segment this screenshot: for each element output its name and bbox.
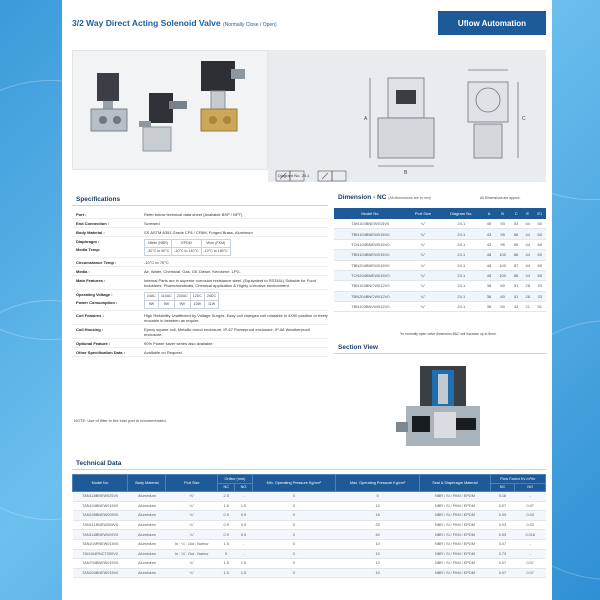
spec-row	[72, 228, 328, 237]
spec-row	[72, 339, 328, 348]
diaphragm-table: Nitrile (NBR) EPDM Viton (FKM) -30°C to 90°C -10°C to 140°C -10°C to 180°C	[144, 239, 231, 256]
table-cell: ¼"	[166, 520, 218, 530]
table-cell: 100	[495, 250, 511, 260]
table-row	[73, 501, 546, 511]
table-cell: 93	[495, 219, 511, 229]
table-cell: -	[235, 549, 253, 559]
table-cell: 43	[510, 302, 522, 312]
dimension-approx-note: All Dimensions are approx.	[480, 196, 521, 200]
col-header: NO	[515, 483, 546, 492]
table-cell: ¼"	[407, 260, 440, 270]
col-header: NC	[218, 483, 235, 492]
brand-banner: Uflow Automation	[438, 11, 546, 35]
table-cell: 0.16	[490, 492, 515, 502]
diagram-label: Diagram No. 24.1	[278, 173, 310, 178]
table-cell: TAN204BNEW015V0	[73, 568, 128, 578]
spec-row	[72, 258, 328, 267]
table-row	[334, 291, 546, 301]
table-cell: In : ¼", Out : Namur	[166, 539, 218, 549]
table-cell: TAN704BNEW015V0	[73, 559, 128, 569]
table-cell: NBR / Si / FKM / EPDM	[420, 511, 490, 521]
col-header: Diagram No.	[439, 208, 483, 219]
divider	[334, 353, 546, 354]
table-cell: NBR / Si / FKM / EPDM	[420, 520, 490, 530]
table-cell: 0	[252, 520, 335, 530]
table-cell: 60	[534, 229, 546, 239]
table-cell: TCN204BNEW015V0	[334, 270, 407, 280]
table-cell: 60	[534, 239, 546, 249]
col-header: NC	[490, 483, 515, 492]
table-cell: 38	[483, 291, 495, 301]
table-cell: TCN104BNEW015V0	[334, 239, 407, 249]
table-cell: TBN103BNVW012V0	[334, 302, 407, 312]
table-cell: 24.1	[439, 229, 483, 239]
voltage-table: 24AC 110AC 230AC 12DC 24DC 9W 9W 9W 10W 11W	[144, 292, 219, 309]
table-cell: TBN104BNEW015V0	[334, 229, 407, 239]
table-cell: TAN104BNEW015V0	[73, 501, 128, 511]
table-cell: NBR / Si / FKM / EPDM	[420, 568, 490, 578]
table-cell: Aluminium	[128, 520, 166, 530]
catalog-page	[62, 0, 552, 600]
table-cell: 0.9	[218, 520, 235, 530]
table-cell: 85	[510, 239, 522, 249]
table-cell: TAN118BNEW009V0	[73, 530, 128, 540]
page-title: 3/2 Way Direct Acting Solenoid Valve (Normally Close / Open)	[72, 18, 277, 28]
table-cell: 21	[522, 302, 534, 312]
spec-value: Screwed	[144, 220, 160, 226]
table-cell: 5	[218, 549, 235, 559]
spec-key: Coil Housing :	[76, 326, 104, 332]
spec-row-diaphragm	[72, 237, 328, 258]
table-cell: 0.03	[515, 520, 546, 530]
dimension-table	[334, 208, 546, 312]
table-cell: In : ¼", Out : Namur	[166, 549, 218, 559]
table-cell: 44	[522, 219, 534, 229]
table-cell: 51	[510, 281, 522, 291]
col-header: Min. Operating Pressure Kg/cm²	[252, 475, 335, 492]
table-row	[334, 250, 546, 260]
table-cell: TBN104BNCW012V0	[334, 281, 407, 291]
table-cell: NBR / Si / FKM / EPDM	[420, 559, 490, 569]
table-cell: ¼"	[407, 302, 440, 312]
col-header: Seal & Diaphragm Material	[420, 475, 490, 492]
product-photos	[72, 50, 268, 170]
col-header: NO	[235, 483, 253, 492]
table-cell: 83	[510, 219, 522, 229]
table-cell: 100	[495, 270, 511, 280]
spec-value: Epoxy square coil, Metallic round enclosure, IP-67 Flameproof enclosure, IP-68 Weatherproof enclosure.	[144, 326, 310, 337]
table-cell: 44	[522, 260, 534, 270]
table-cell: 5	[335, 492, 420, 502]
table-cell: NBR / Si / FKM / EPDM	[420, 539, 490, 549]
table-cell: 0.9	[235, 530, 253, 540]
table-cell: Aluminium	[128, 501, 166, 511]
spec-key: Media :	[76, 268, 90, 274]
table-cell: ¼"	[166, 501, 218, 511]
spec-value: High Reliability Unaffected by Voltage Surges. Easy coil changes coil rotatable in 4X90 position or freely movable in between as require.	[144, 312, 328, 323]
table-cell: Aluminium	[128, 530, 166, 540]
table-cell: 48	[483, 260, 495, 270]
table-cell: 2.5	[218, 492, 235, 502]
specifications-list	[72, 210, 328, 357]
table-cell: 33	[534, 281, 546, 291]
table-cell: ⅛"	[166, 492, 218, 502]
table-cell: 1.5	[218, 568, 235, 578]
table-cell: 50	[495, 302, 511, 312]
table-cell: 0	[252, 549, 335, 559]
spec-key: Circumstance Temp :	[76, 259, 117, 265]
table-cell: 16	[335, 511, 420, 521]
table-cell: 48	[483, 270, 495, 280]
table-cell: ¼"	[166, 511, 218, 521]
spec-value: SS ASTM A351 Grade CF8 / CF8M, Forged Brass, Aluminum	[144, 229, 253, 235]
spec-note: NOTE: Use of filter in the inlet port is recommended.	[74, 418, 167, 423]
spec-key: Body Material :	[76, 229, 105, 235]
spec-value: 90% Power saver series also available.	[144, 340, 214, 346]
table-row	[73, 539, 546, 549]
table-row	[334, 219, 546, 229]
table-cell: 87	[510, 260, 522, 270]
spec-value: Refer below technical data sheet (Available BSP / NPT)	[144, 211, 243, 217]
table-cell: 60	[534, 260, 546, 270]
valve-symbol-icon	[274, 168, 352, 184]
table-cell: 1.5	[218, 559, 235, 569]
section-view-image	[392, 362, 502, 454]
table-cell: 0	[252, 568, 335, 578]
table-cell: 0.9	[218, 530, 235, 540]
table-cell: 43	[483, 229, 495, 239]
spec-row	[72, 219, 328, 228]
table-cell: Aluminium	[128, 559, 166, 569]
dimension-units: (All dimensions are in mm)	[388, 196, 431, 200]
table-row	[334, 270, 546, 280]
svg-text:B: B	[404, 170, 408, 176]
table-row	[334, 239, 546, 249]
col-header: Orifice (mm)	[218, 475, 253, 484]
table-cell: 40	[335, 530, 420, 540]
spec-value: -10°C to 70°C	[144, 259, 169, 265]
valve-image-1	[91, 73, 127, 131]
svg-text:C: C	[522, 116, 526, 122]
spec-row	[72, 311, 328, 325]
table-row	[334, 229, 546, 239]
table-cell: TBN104BNEW015V0	[334, 250, 407, 260]
table-cell: 10	[335, 559, 420, 569]
table-cell: 0.03	[515, 511, 546, 521]
spec-row	[72, 276, 328, 290]
table-cell: 1.5	[235, 568, 253, 578]
table-cell: ¼"	[407, 281, 440, 291]
table-cell: 1.5	[235, 559, 253, 569]
table-cell: TBN204BNEW015V0	[334, 260, 407, 270]
col-header: A	[483, 208, 495, 219]
table-cell: 24.1	[439, 260, 483, 270]
table-cell: NBR / Si / FKM / EPDM	[420, 492, 490, 502]
table-cell: 10	[335, 568, 420, 578]
table-cell: 1.5	[235, 501, 253, 511]
table-cell: 86	[510, 229, 522, 239]
table-row	[73, 568, 546, 578]
table-cell: 10	[335, 539, 420, 549]
table-cell: 24.1	[439, 270, 483, 280]
spec-value: Internal Parts are in superior corrosion resistance steel. (Equivalent to SS316L) Suitable for Food Industries, Pharmaceuticals, Chemical application & Highly corrosive environment.	[144, 277, 316, 288]
table-cell: Aluminium	[128, 511, 166, 521]
table-cell: TAN104RNCT050V0	[73, 549, 128, 559]
table-cell: 10	[335, 501, 420, 511]
table-cell: 0.07	[490, 568, 515, 578]
table-cell: -	[235, 539, 253, 549]
table-cell: 0	[252, 539, 335, 549]
col-header: Model No.	[334, 208, 407, 219]
col-header: E	[522, 208, 534, 219]
spec-value: Air, Water, Chemical, Gas, Oil, Diesel, Kerosene, LPG.	[144, 268, 241, 274]
table-cell: 44	[522, 239, 534, 249]
col-header: B	[495, 208, 511, 219]
table-cell: 24.1	[439, 302, 483, 312]
table-cell: 60	[534, 219, 546, 229]
technical-table	[72, 474, 546, 578]
table-cell: 60	[534, 270, 546, 280]
col-header: C	[510, 208, 522, 219]
table-cell: NBR / Si / FKM / EPDM	[420, 501, 490, 511]
table-cell: TAN104RNEW015V0	[73, 539, 128, 549]
table-row	[73, 549, 546, 559]
section-view-heading: Section View	[338, 344, 378, 351]
table-cell: ¼"	[407, 270, 440, 280]
table-cell: ¼"	[407, 229, 440, 239]
table-row	[334, 302, 546, 312]
table-cell: Aluminium	[128, 539, 166, 549]
col-header: Model No.	[73, 475, 128, 492]
table-cell: 86	[510, 270, 522, 280]
table-cell: ¼"	[407, 219, 440, 229]
spec-row	[72, 210, 328, 219]
divider	[72, 205, 328, 206]
col-header: Flow Factor Kv m³/hr	[490, 475, 546, 484]
table-cell: 0.07	[490, 539, 515, 549]
table-row	[73, 520, 546, 530]
table-cell: Aluminium	[128, 568, 166, 578]
dimension-drawing	[268, 50, 546, 182]
divider	[72, 469, 546, 470]
table-cell: 0.07	[515, 501, 546, 511]
table-cell: 0.07	[515, 568, 546, 578]
dimension-header-row	[334, 208, 546, 219]
technical-heading: Technical Data	[76, 460, 122, 467]
table-cell: ¼"	[166, 530, 218, 540]
table-cell: 51	[510, 291, 522, 301]
spec-row	[72, 348, 328, 357]
spec-key: Coil Features :	[76, 312, 104, 318]
table-cell: 0.018	[515, 530, 546, 540]
table-cell: 0.73	[490, 549, 515, 559]
table-cell: 60	[534, 250, 546, 260]
table-cell: -	[515, 539, 546, 549]
table-cell: 60	[495, 291, 511, 301]
spec-key: Other Specification Data :	[76, 349, 125, 355]
spec-key: Operating Voltage : Power Consumption :	[76, 291, 118, 305]
table-cell: 24.1	[439, 291, 483, 301]
valve-image-3	[201, 61, 245, 131]
table-cell: 0.9	[235, 511, 253, 521]
spec-key: Optional Feature :	[76, 340, 111, 346]
table-cell: 36	[483, 302, 495, 312]
page-subtitle: (Normally Close / Open)	[223, 22, 277, 28]
table-cell: 1.5	[218, 501, 235, 511]
specifications-heading: Specifications	[76, 196, 121, 203]
dimension-footnote: *In normally open valve dimension B&C will increase up to 8mm.	[400, 332, 497, 336]
spec-value	[144, 290, 328, 310]
table-cell: -	[515, 549, 546, 559]
technical-header-row	[73, 475, 546, 484]
table-cell: 100	[495, 260, 511, 270]
table-cell: 10	[335, 549, 420, 559]
col-header: E1	[534, 208, 546, 219]
table-cell: 24.1	[439, 219, 483, 229]
table-cell: 43	[483, 239, 495, 249]
spec-key: Port :	[76, 211, 87, 217]
table-cell: 44	[522, 250, 534, 260]
table-cell: 0.9	[235, 520, 253, 530]
table-cell: TAN118BNEW025V0	[73, 492, 128, 502]
table-cell: NBR / Si / FKM / EPDM	[420, 549, 490, 559]
col-header: Port Size	[166, 475, 218, 492]
table-cell: -	[235, 492, 253, 502]
spec-value	[144, 237, 328, 257]
table-cell: 45	[483, 219, 495, 229]
spec-row	[72, 325, 328, 339]
table-cell: 60	[495, 281, 511, 291]
table-cell: Aluminium	[128, 492, 166, 502]
table-cell: 28	[522, 291, 534, 301]
table-cell: 0.03	[490, 520, 515, 530]
table-cell: 48	[483, 250, 495, 260]
table-cell: ¼"	[407, 291, 440, 301]
table-cell: 0	[252, 511, 335, 521]
table-cell: ¼"	[166, 568, 218, 578]
col-header: Max. Operating Pressure Kg/cm²	[335, 475, 420, 492]
table-cell: 0	[252, 530, 335, 540]
table-cell: 0.07	[515, 559, 546, 569]
table-cell: -	[515, 492, 546, 502]
table-cell: 0	[252, 559, 335, 569]
spec-key: Main Features :	[76, 277, 106, 283]
table-cell: Aluminium	[128, 549, 166, 559]
spec-row	[72, 267, 328, 276]
table-cell: NBR / Si / FKM / EPDM	[420, 530, 490, 540]
col-header: Port Size	[407, 208, 440, 219]
spec-row-voltage	[72, 290, 328, 311]
table-cell: 95	[495, 229, 511, 239]
table-row	[334, 260, 546, 270]
table-cell: 44	[522, 229, 534, 239]
table-cell: 1.5	[218, 539, 235, 549]
col-header: Body Material	[128, 475, 166, 492]
spec-value: Available on Request.	[144, 349, 183, 355]
table-cell: 25	[335, 520, 420, 530]
table-row	[73, 530, 546, 540]
table-cell: TAN105BNEW009V0	[73, 511, 128, 521]
table-cell: TAN104BNEW015V0	[334, 219, 407, 229]
table-cell: TBN204BNCW012V0	[334, 291, 407, 301]
table-cell: 24.1	[439, 250, 483, 260]
table-cell: 0.03	[490, 511, 515, 521]
dimension-heading: Dimension - NC (All dimensions are in mm)	[338, 194, 431, 201]
table-cell: 51	[534, 302, 546, 312]
spec-key: End Connection :	[76, 220, 110, 226]
table-cell: 24.1	[439, 239, 483, 249]
valve-image-2	[139, 93, 187, 151]
table-cell: 0.9	[218, 511, 235, 521]
table-cell: 33	[534, 291, 546, 301]
table-cell: 0.07	[490, 501, 515, 511]
table-cell: 44	[522, 270, 534, 280]
table-cell: 24.1	[439, 281, 483, 291]
table-cell: 0.03	[490, 530, 515, 540]
svg-text:A: A	[364, 116, 368, 122]
table-cell: TAN111BNEW009V0	[73, 520, 128, 530]
table-cell: 0	[252, 501, 335, 511]
table-cell: 0	[252, 492, 335, 502]
table-cell: 86	[510, 250, 522, 260]
table-cell: ¼"	[407, 250, 440, 260]
table-cell: ¼"	[166, 559, 218, 569]
table-row	[73, 559, 546, 569]
table-row	[73, 511, 546, 521]
table-cell: 28	[522, 281, 534, 291]
table-cell: 0.07	[490, 559, 515, 569]
spec-key: Diaphragm : Media Temp:	[76, 238, 101, 252]
table-cell: ¼"	[407, 239, 440, 249]
table-row	[73, 492, 546, 502]
table-cell: 95	[495, 239, 511, 249]
table-row	[334, 281, 546, 291]
table-cell: 38	[483, 281, 495, 291]
